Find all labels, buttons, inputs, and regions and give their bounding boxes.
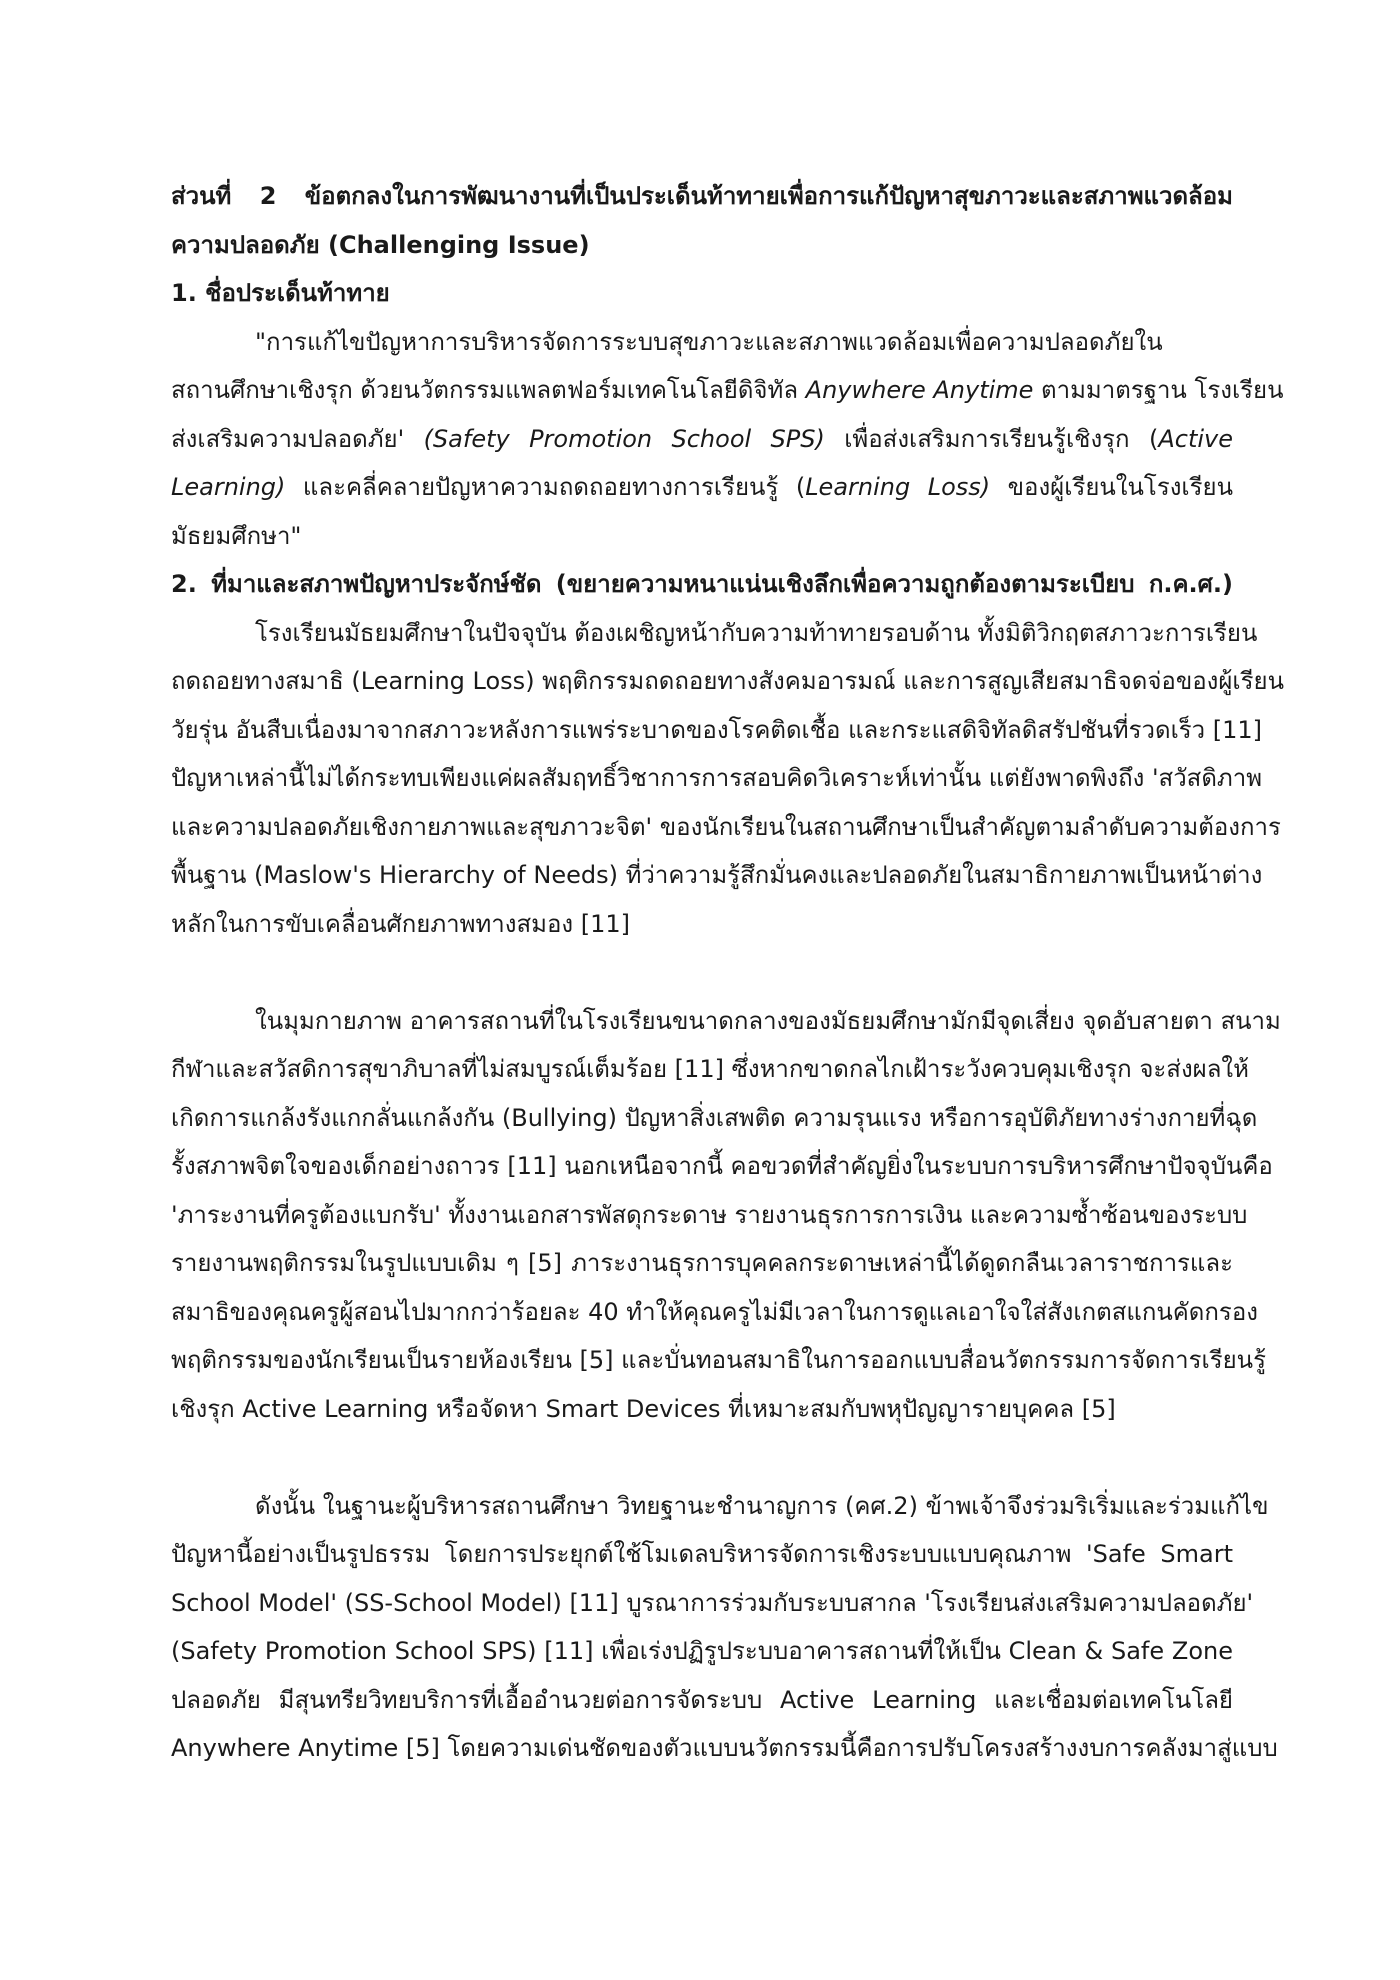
- issue-title-line-2: [171, 366, 1284, 415]
- paragraph-line: สมาธิของคุณครูผู้สอนไปมากกว่าร้อยละ 40 ทำให้คุณครูไม่มีเวลาในการดูแลเอาใจใส่สังเกตสแกนคัดกรอง: [171, 1297, 1258, 1326]
- paragraph-line: พฤติกรรมของนักเรียนเป็นรายห้องเรียน [5] และบั่นทอนสมาธิในการออกแบบสื่อนวัตกรรมการจัดการเรียนรู้: [171, 1346, 1266, 1374]
- issue-title-text: ของผู้เรียนในโรงเรียน: [990, 473, 1233, 501]
- paragraph-line: ถดถอยทางสมาธิ (Learning Loss) พฤติกรรมถดถอยทางสังคมอารมณ์ และการสูญเสียสมาธิจดจ่อของผู้เรียน: [171, 667, 1284, 695]
- section-title-line-2: ความปลอดภัย (Challenging Issue): [171, 230, 590, 259]
- paragraph-line: ปลอดภัย มีสุนทรียวิทยบริการที่เอื้ออำนวยต่อการจัดระบบ Active Learning และเชื่อมต่อเทคโนโลยี: [171, 1685, 1233, 1714]
- paragraph-line: School Model' (SS-School Model) [11] บูรณาการร่วมกับระบบสากล 'โรงเรียนส่งเสริมความปลอดภัย': [171, 1588, 1254, 1617]
- paragraph-3: [171, 1482, 1278, 1773]
- issue-title-italic: Learning Loss): [805, 473, 991, 501]
- paragraph-line: ปัญหาเหล่านี้ไม่ได้กระทบเพียงแค่ผลสัมฤทธิ์วิชาการการสอบคิดวิเคราะห์เท่านั้น แต่ยังพาดพิงถึง 'สวัสดิภาพ: [171, 764, 1263, 792]
- paragraph-line: กีฬาและสวัสดิการสุขาภิบาลที่ไม่สมบูรณ์เต็มร้อย [11] ซึ่งหากขาดกลไกเฝ้าระวังควบคุมเชิงรุก จะส่งผลให้: [171, 1055, 1249, 1083]
- issue-title-line-4: [171, 463, 1233, 512]
- paragraph-2: [171, 997, 1281, 1434]
- paragraph-line: รายงานพฤติกรรมในรูปแบบเดิม ๆ [5] ภาระงานธุรการบุคคลกระดาษเหล่านี้ได้ดูดกลืนเวลาราชการและ: [171, 1249, 1233, 1277]
- paragraph-line: ในมุมกายภาพ อาคารสถานที่ในโรงเรียนขนาดกลางของมัธยมศึกษามักมีจุดเสี่ยง จุดอับสายตา สนาม: [255, 1006, 1281, 1035]
- paragraph-line: และความปลอดภัยเชิงกายภาพและสุขภาวะจิต' ของนักเรียนในสถานศึกษาเป็นสำคัญตามลำดับความต้องการ: [171, 812, 1281, 841]
- paragraph-line: 'ภาระงานที่ครูต้องแบกรับ' ทั้งงานเอกสารพัสดุกระดาษ รายงานธุรการการเงิน และความซ้ำซ้อนของระบบ: [171, 1200, 1248, 1229]
- document-body: [171, 172, 1284, 1773]
- issue-title-line-5: มัธยมศึกษา": [171, 521, 302, 550]
- paragraph-line: เชิงรุก Active Learning หรือจัดหา Smart Devices ที่เหมาะสมกับพหุปัญญารายบุคคล [5]: [171, 1394, 1116, 1423]
- issue-title-italic: Learning): [171, 473, 286, 501]
- section-title-line-1: ส่วนที่ 2 ข้อตกลงในการพัฒนางานที่เป็นประเด็นท้าทายเพื่อการแก้ปัญหาสุขภาวะและสภาพแวดล้อม: [171, 182, 1233, 210]
- heading-issue-name: 1. ชื่อประเด็นท้าทาย: [171, 279, 390, 307]
- issue-title-text: ตามมาตรฐาน โรงเรียน: [1033, 376, 1284, 404]
- issue-title-text: เพื่อส่งเสริมการเรียนรู้เชิงรุก (: [824, 424, 1159, 453]
- issue-title-line-3: [171, 415, 1233, 464]
- paragraph-line: หลักในการขับเคลื่อนศักยภาพทางสมอง [11]: [171, 909, 630, 938]
- issue-title-text: และคลี่คลายปัญหาความถดถอยทางการเรียนรู้ (: [285, 473, 806, 501]
- issue-title-line-1: "การแก้ไขปัญหาการบริหารจัดการระบบสุขภาวะและสภาพแวดล้อมเพื่อความปลอดภัยใน: [255, 327, 1163, 356]
- paragraph-spacer: [171, 948, 1233, 997]
- issue-title-italic: Anywhere Anytime: [805, 376, 1034, 404]
- paragraph-line: วัยรุ่น อันสืบเนื่องมาจากสภาวะหลังการแพร่ระบาดของโรคติดเชื้อ และกระแสดิจิทัลดิสรัปชันที่รวดเร็ว [11]: [171, 715, 1263, 744]
- paragraph-line: รั้งสภาพจิตใจของเด็กอย่างถาวร [11] นอกเหนือจากนี้ คอขวดที่สำคัญยิ่งในระบบการบริหารศึกษาปัจจุบันคือ: [171, 1152, 1273, 1180]
- paragraph-line: ดังนั้น ในฐานะผู้บริหารสถานศึกษา วิทยฐานะชำนาญการ (คศ.2) ข้าพเจ้าจึงร่วมริเริ่มและร่วมแก้ไข: [255, 1491, 1269, 1520]
- paragraph-line: โรงเรียนมัธยมศึกษาในปัจจุบัน ต้องเผชิญหน้ากับความท้าทายรอบด้าน ทั้งมิติวิกฤตสภาวะการเรียน: [255, 618, 1258, 647]
- paragraph-line: เกิดการแกล้งรังแกกลั่นแกล้งกัน (Bullying) ปัญหาสิ่งเสพติด ความรุนแรง หรือการอุบัติภัยทางร่างกายที่ฉุด: [171, 1103, 1258, 1132]
- paragraph-line: (Safety Promotion School SPS) [11] เพื่อเร่งปฏิรูประบบอาคารสถานที่ให้เป็น Clean & Safe Zone: [171, 1637, 1233, 1665]
- issue-title-italic: ' (Safety Promotion School SPS): [397, 424, 825, 453]
- issue-title-text: สถานศึกษาเชิงรุก ด้วยนวัตกรรมแพลตฟอร์มเทคโนโลยีดิจิทัล: [171, 376, 806, 404]
- issue-title-text: ส่งเสริมความปลอดภัย: [171, 424, 398, 453]
- paragraph-1: [171, 609, 1284, 949]
- paragraph-spacer: [171, 1433, 1233, 1482]
- heading-background: 2. ที่มาและสภาพปัญหาประจักษ์ชัด (ขยายความหนาแน่นเชิงลึกเพื่อความถูกต้องตามระเบียบ ก.ค.ศ.): [171, 570, 1233, 598]
- paragraph-line: Anywhere Anytime [5] โดยความเด่นชัดของตัวแบบนวัตกรรมนี้คือการปรับโครงสร้างงบการคลังมาสู่แบบ: [171, 1734, 1278, 1762]
- issue-title-italic: Active: [1158, 424, 1233, 453]
- paragraph-line: พื้นฐาน (Maslow's Hierarchy of Needs) ที่ว่าความรู้สึกมั่นคงและปลอดภัยในสมาธิกายภาพเป็นหน้าต่าง: [171, 861, 1263, 889]
- paragraph-line: ปัญหานี้อย่างเป็นรูปธรรม โดยการประยุกต์ใช้โมเดลบริหารจัดการเชิงระบบแบบคุณภาพ 'Safe Smart: [171, 1540, 1233, 1568]
